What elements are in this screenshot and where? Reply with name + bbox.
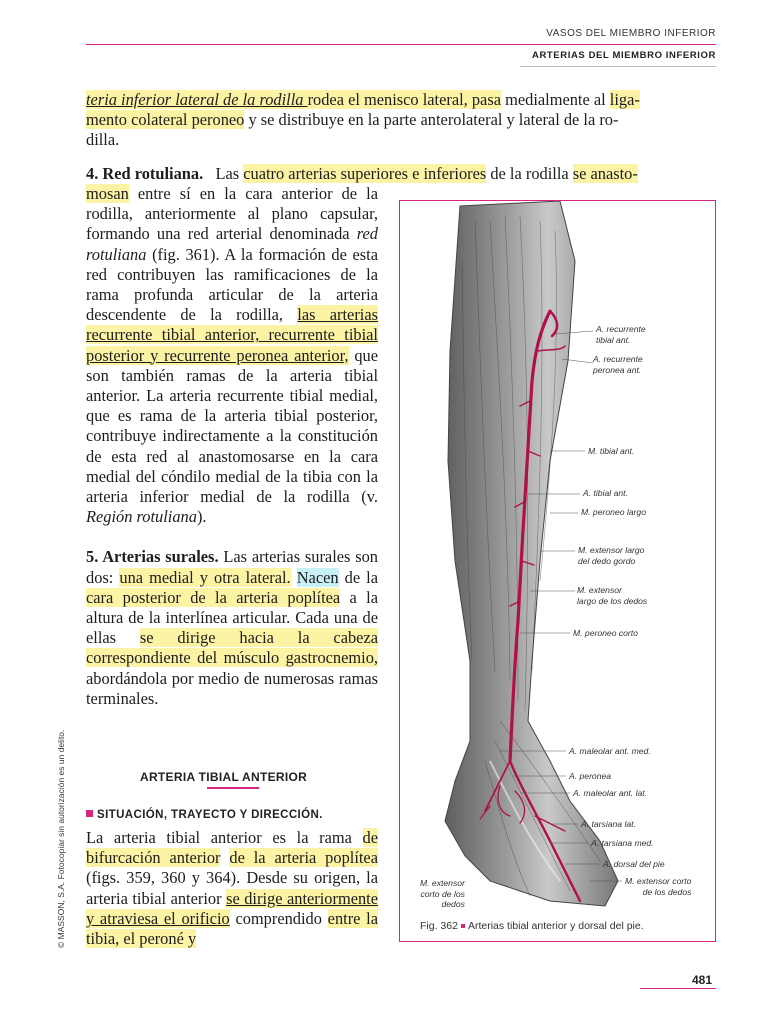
caption-text: Arterias tibial anterior y dorsal del pie. <box>467 920 644 932</box>
label-tarsiana-lat: A. tarsiana lat. <box>581 819 636 829</box>
highlight-blue: Nacen <box>296 567 339 587</box>
label-peronea: A. peronea <box>569 771 612 781</box>
highlight: cuatro arterias superiores e inferiores <box>243 164 487 183</box>
cross-reference: Región rotuliana <box>86 507 197 527</box>
label-peroneo-corto: M. peroneo corto <box>573 628 638 638</box>
highlight: liga- <box>609 90 640 109</box>
section-heading: 5. Arterias surales. <box>86 547 219 567</box>
text-span: (figs. 359, 360 y 364). Desde su origen, la arteria tibial anterior <box>86 868 378 908</box>
page-number: 481 <box>691 973 712 987</box>
highlight: mosan <box>86 184 129 203</box>
caption-bullet-icon <box>461 924 465 928</box>
highlight: rodea el menisco lateral, pasa <box>307 90 501 109</box>
label-tibial-muscle: M. tibial ant. <box>588 446 635 456</box>
caption-number: Fig. 362 <box>420 920 458 932</box>
left-column-text <box>86 184 378 709</box>
text-span: dilla. <box>86 130 120 150</box>
text-span <box>291 568 297 587</box>
text-span: que son también ramas de la arteria tibial anterior. La arteria recurrente tibial medial, que es rama de la arteria tibial posterior, contribuye indirectamente a la constitución de esta red al anastomosarse en la cara medial del cóndilo medial de la tibia con la arteria inferior medial de la rodilla (v. <box>86 345 379 507</box>
text-span: entre sí en la cara anterior de la rodilla, anteriormente al plano capsular, formando una red arterial denominada <box>86 184 378 244</box>
text-span: de la <box>338 567 378 587</box>
highlight: las arterias recurrente tibial anterior, recurrente tibial posterior y recurrente peronea anterior, <box>86 305 378 365</box>
text-span: medialmente al <box>501 90 610 109</box>
label-tibial-artery: A. tibial ant. <box>583 488 628 498</box>
label-maleolar-med: A. maleolar ant. med. <box>569 746 651 756</box>
label-peroneo-largo: M. peroneo largo <box>581 507 646 517</box>
text-span: (fig. 361). A la formación de esta red contribuyen las ramificaciones de la rama profunda articular de la arteria descendente de la rodilla, <box>86 244 378 325</box>
text-span: Las arterias surales son dos: <box>86 547 378 587</box>
highlight: se anasto- <box>572 164 638 183</box>
paragraph-continuation <box>86 90 719 151</box>
text-span: La arteria tibial anterior es la rama <box>86 828 363 847</box>
label-extensor-corto-left: M. extensor corto de los dedos <box>420 878 465 909</box>
highlight: se dirige anteriormente y atraviesa el orificio <box>86 888 378 928</box>
label-dorsal-pie: A. dorsal del pie <box>603 859 665 869</box>
text-span: abordándola por medio de numerosas ramas terminales. <box>86 668 378 708</box>
label-recurrente-peronea: A. recurrente peronea ant. <box>593 354 643 375</box>
label-leaders <box>400 201 714 916</box>
text-span: y se distribuye en la parte anterolateral y lateral de la ro- <box>244 110 619 130</box>
section-header-rule <box>520 66 716 67</box>
subsection-heading <box>86 809 323 821</box>
section-header: ARTERIAS DEL MIEMBRO INFERIOR <box>531 50 716 61</box>
label-extensor-largo-dedos: M. extensor largo de los dedos <box>577 585 648 606</box>
copyright-notice: © MASSON, S.A. Fotocopiar sin autorización es un delito. <box>56 729 66 948</box>
highlight: de bifurcación anterior <box>86 828 378 868</box>
section-title: ARTERIA TIBIAL ANTERIOR <box>140 770 308 784</box>
highlight: mento colateral peroneo <box>86 110 245 130</box>
bullet-square-icon <box>86 810 93 817</box>
page-number-rule <box>640 988 716 989</box>
text-span: de la rodilla <box>486 164 573 183</box>
subsection-label: SITUACIÓN, TRAYECTO Y DIRECCIÓN. <box>97 809 323 821</box>
highlight: una medial y otra lateral. <box>119 567 291 587</box>
red-rotuliana-heading-line <box>86 164 719 184</box>
text-span: ). <box>196 507 207 527</box>
label-tarsiana-med: A. tarsiana med. <box>591 838 654 848</box>
label-recurrente-tibial: A. recurrente tibial ant. <box>596 324 646 345</box>
highlight: se dirige hacia la cabeza correspondiente del músculo gastrocnemio, <box>86 628 378 668</box>
italic-term: red rotuliana <box>86 224 378 264</box>
text-span: a la altura de la interlínea articular. Cada una de ellas <box>86 587 378 648</box>
running-header: VASOS DEL MIEMBRO INFERIOR <box>546 28 716 39</box>
text-span: Las <box>215 164 244 183</box>
highlight: entre la tibia, el peroné y <box>86 908 378 949</box>
label-extensor-corto-right: M. extensor corto de los dedos <box>625 876 692 897</box>
header-rule <box>86 44 716 45</box>
highlight: cara posterior de la arteria poplítea <box>86 587 341 607</box>
label-maleolar-lat: A. maleolar ant. lat. <box>573 788 648 798</box>
label-extensor-largo-dedo-gordo: M. extensor largo del dedo gordo <box>578 545 645 566</box>
section-heading: 4. Red rotuliana. <box>86 164 204 183</box>
figure-frame <box>399 200 716 942</box>
highlight: de la arteria poplítea <box>229 848 378 868</box>
tibial-paragraph <box>86 828 378 949</box>
text-span: teria inferior lateral de la rodilla <box>86 90 308 109</box>
text-span: comprendido <box>229 908 328 928</box>
figure-caption <box>420 920 644 932</box>
section-title-rule <box>207 787 259 789</box>
